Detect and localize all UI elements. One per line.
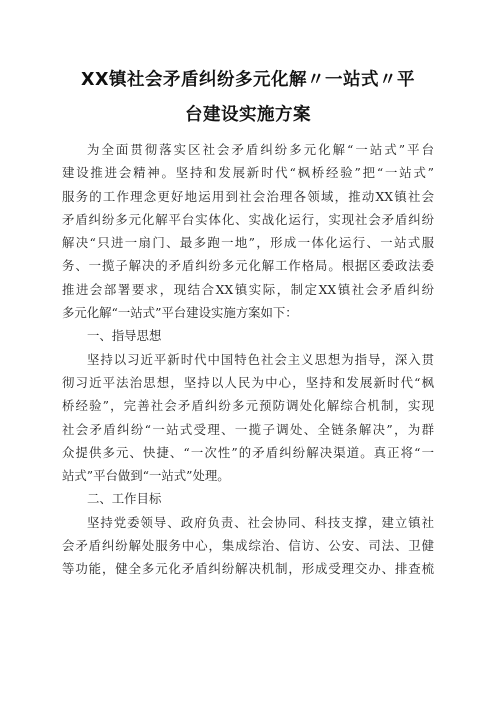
- body-line: 服务的工作理念更好地运用到社会治理各领域，推动XX镇社会: [62, 188, 434, 204]
- body-line: 坚持党委领导、政府负责、社会协同、科技支撑，建立镇社: [87, 514, 434, 530]
- document-title-line-1: XX镇社会矛盾纠纷多元化解〃一站式〃平: [81, 70, 415, 90]
- body-line: 务、一揽子解决的矛盾纠纷多元化解工作格局。根据区委政法委: [62, 258, 434, 274]
- body-line: 社会矛盾纠纷“一站式受理、一揽子调处、全链条解决”，为群: [62, 421, 434, 437]
- document-title-line-2: 台建设实施方案: [185, 105, 311, 125]
- body-line: 会矛盾纠纷解处服务中心，集成综治、信访、公安、司法、卫健: [62, 538, 434, 554]
- section-heading: 二、工作目标: [87, 491, 162, 507]
- body-line: 彻习近平法治思想，坚持以人民为中心，坚持和发展新时代“枫: [62, 374, 434, 390]
- body-line: 为全面贯彻落实区社会矛盾纠纷多元化解“一站式”平台: [87, 142, 434, 157]
- body-line: 建设推进会精神。坚持和发展新时代“枫桥经验”把“一站式”: [62, 165, 434, 181]
- body-line: 解决“只进一扇门、最多跑一地”，形成一体化运行、一站式服: [62, 235, 434, 251]
- section-heading: 一、指导思想: [87, 328, 162, 344]
- body-line: 众提供多元、快捷、“一次性”的矛盾纠纷解决渠道。真正将“一: [62, 444, 434, 460]
- body-line: 桥经验”，完善社会矛盾纠纷多元预防调处化解综合机制，实现: [62, 398, 434, 414]
- body-line: 站式”平台做到“一站式”处理。: [62, 468, 230, 484]
- document-body: [62, 138, 434, 581]
- body-line: 矛盾纠纷多元化解平台实体化、实战化运行，实现社会矛盾纠纷: [62, 211, 434, 227]
- body-line: 等功能，健全多元化矛盾纠纷解决机制，形成受理交办、排查梳: [62, 561, 434, 577]
- body-line: 坚持以习近平新时代中国特色社会主义思想为指导，深入贯: [87, 351, 434, 367]
- body-line: 多元化解“一站式”平台建设实施方案如下：: [62, 305, 298, 321]
- body-line: 推进会部署要求，现结合XX镇实际，制定XX镇社会矛盾纠纷: [62, 281, 434, 297]
